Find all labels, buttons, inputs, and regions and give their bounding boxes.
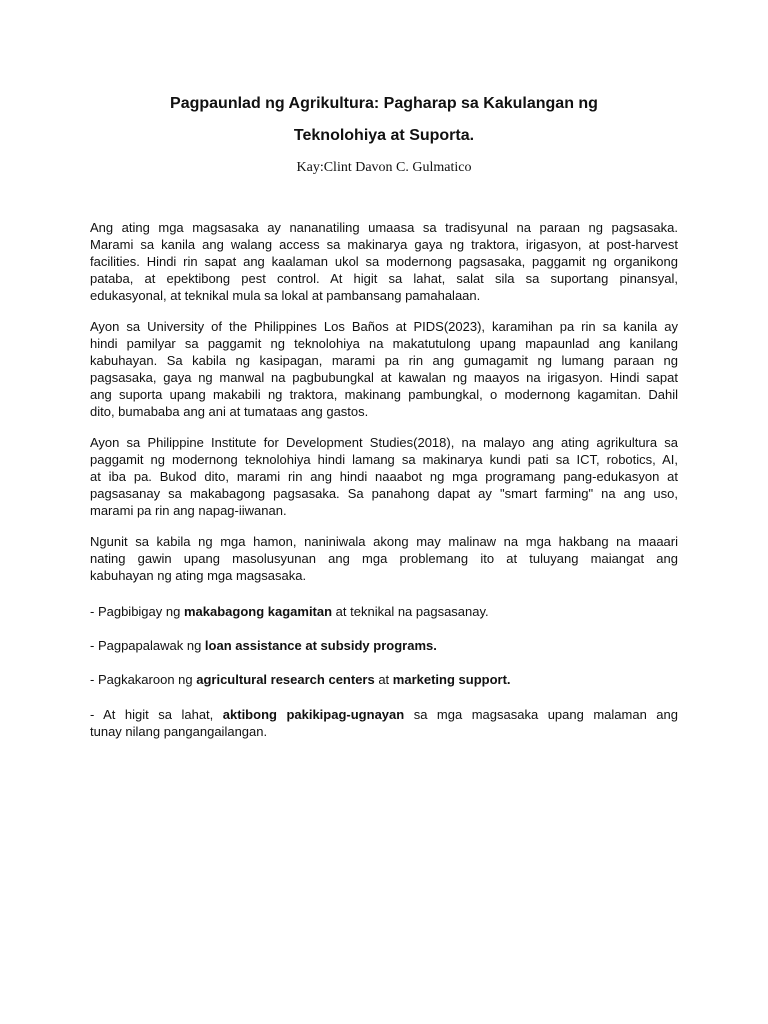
paragraph-line: edukasyonal, at teknikal mula sa lokal at pambansang pamahalaan. bbox=[90, 288, 481, 303]
bullet-item-4 bbox=[90, 706, 678, 740]
paragraph-line: Ayon sa University of the Philippines Los Baños at PIDS(2023), karamihan pa rin sa kanila ay bbox=[90, 319, 678, 334]
paragraph-3 bbox=[90, 434, 678, 519]
paragraph-2 bbox=[90, 318, 678, 420]
bullet-bold-text: aktibong pakikipag-ugnayan bbox=[222, 707, 405, 722]
document-author: Kay:Clint Davon C. Gulmatico bbox=[296, 160, 472, 175]
bullet-bold-text: agricultural research centers bbox=[196, 672, 375, 687]
paragraph-line: paggamit ng modernong teknolohiya hindi lamang sa makinarya kundi pati sa ICT, robotics, AI, bbox=[90, 452, 678, 467]
paragraph-4 bbox=[90, 533, 678, 584]
bullet-text: sa mga magsasaka upang malaman ang bbox=[404, 707, 678, 722]
paragraph-line: Marami sa kanila ang walang access sa makinarya gaya ng traktora, irigasyon, at post-harvest bbox=[90, 237, 678, 252]
bullet-text: - At higit sa lahat, bbox=[90, 707, 223, 722]
paragraph-line: marami pa rin ang napag-iiwanan. bbox=[90, 503, 287, 518]
bullet-bold-text: makabagong kagamitan bbox=[183, 604, 333, 619]
document-title-line-2: Teknolohiya at Suporta. bbox=[293, 127, 475, 144]
paragraph-line: kabuhayan. Sa kabila ng kasipagan, marami pa rin ang gumagamit ng lumang paraan ng bbox=[90, 353, 678, 368]
bullet-line: tunay nilang pangangailangan. bbox=[90, 724, 268, 739]
paragraph-line: ang suporta upang makabili ng traktora, makinang pambungkal, o modernong kagamitan. Dahil bbox=[90, 387, 678, 402]
bullet-bold-text: marketing support. bbox=[392, 672, 511, 687]
paragraph-line: pagsasaka, gaya ng manwal na pagbubungkal at kawalan ng maayos na irigasyon. Hindi sapat bbox=[90, 370, 678, 385]
bullet-text: at bbox=[374, 672, 393, 687]
bullet-item-1 bbox=[90, 603, 678, 620]
paragraph-line: hindi pamilyar sa paggamit ng teknolohiya na makatutulong upang mapaunlad ang kanilang bbox=[90, 336, 678, 351]
paragraph-line: at iba pa. Bukod dito, marami rin ang hindi naaabot ng mga programang pang-edukasyon at bbox=[90, 469, 678, 484]
paragraph-line: Ayon sa Philippine Institute for Development Studies(2018), na malayo ang ating agrikultura sa bbox=[90, 435, 678, 450]
paragraph-line: Ngunit sa kabila ng mga hamon, naniniwala akong may malinaw na mga hakbang na maaari bbox=[90, 534, 678, 549]
paragraph-line: pataba, at epektibong pest control. At higit sa lahat, salat sila sa suportang pinansyal, bbox=[90, 271, 678, 286]
paragraph-line: facilities. Hindi rin sapat ang kaalaman ukol sa modernong pagsasaka, paggamit ng organikong bbox=[90, 254, 678, 269]
paragraph-line: dito, bumababa ang ani at tumataas ang gastos. bbox=[90, 404, 369, 419]
document-title-line-1: Pagpaunlad ng Agrikultura: Pagharap sa Kakulangan ng bbox=[170, 95, 598, 112]
bullet-text: - Pagkakaroon ng bbox=[90, 672, 197, 687]
bullet-line bbox=[90, 706, 678, 723]
paragraph-1 bbox=[90, 219, 678, 304]
bullet-text: - Pagbibigay ng bbox=[90, 604, 184, 619]
bullet-item-3 bbox=[90, 671, 678, 688]
paragraph-line: kabuhayan ng ating mga magsasaka. bbox=[90, 568, 307, 583]
paragraph-line: nating gawin upang masolusyunan ang mga problemang ito at tuluyang maiangat ang bbox=[90, 551, 678, 566]
paragraph-line: pagsasanay sa makabagong pagsasaka. Sa panahong dapat ay "smart farming" na ang uso, bbox=[90, 486, 678, 501]
bullet-bold-text: loan assistance at subsidy programs. bbox=[204, 638, 437, 653]
bullet-text: at teknikal na pagsasanay. bbox=[332, 604, 489, 619]
bullet-item-2 bbox=[90, 637, 678, 654]
bullet-text: - Pagpapalawak ng bbox=[90, 638, 205, 653]
paragraph-line: Ang ating mga magsasaka ay nananatiling umaasa sa tradisyunal na paraan ng pagsasaka. bbox=[90, 220, 678, 235]
